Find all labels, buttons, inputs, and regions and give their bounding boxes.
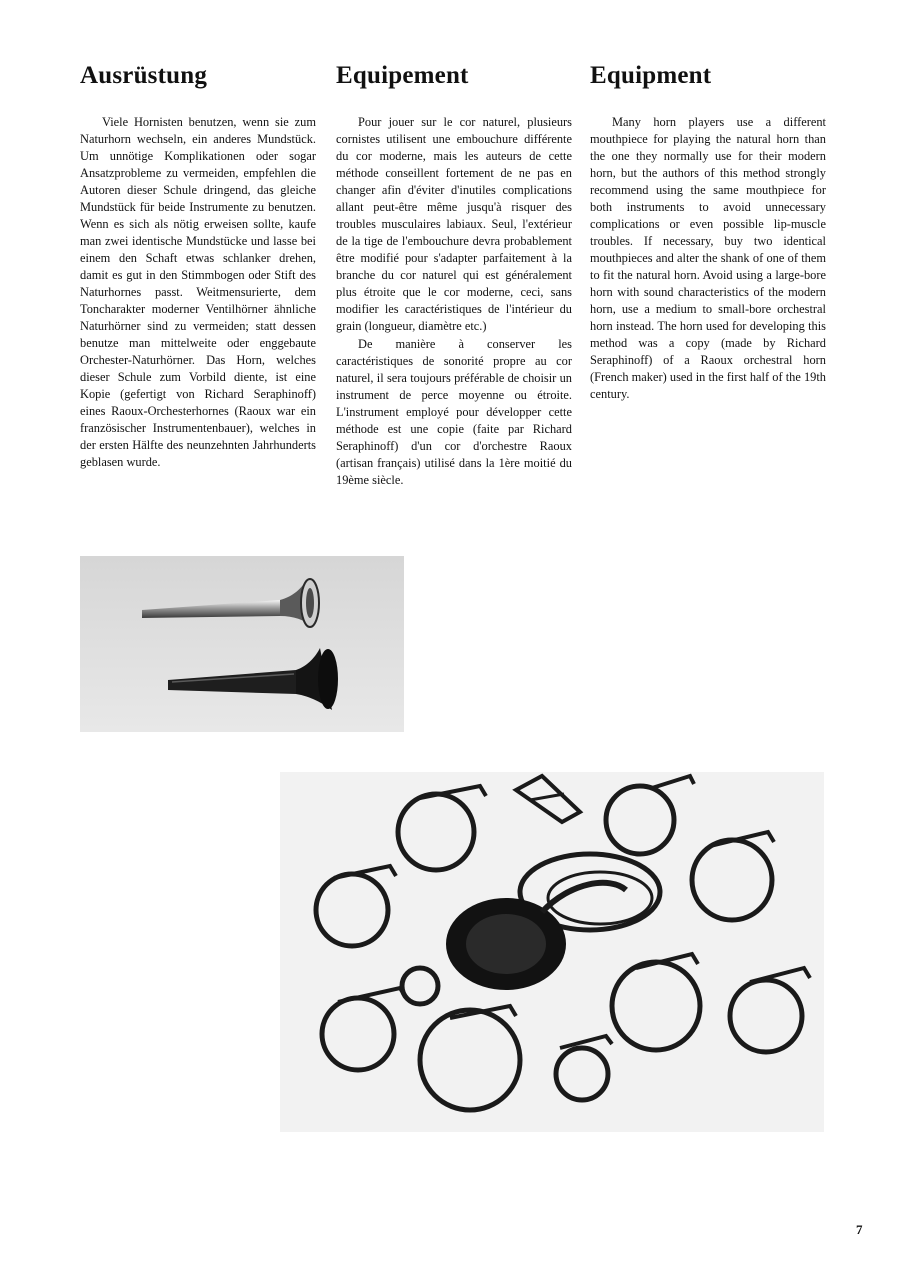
heading-german: Ausrüstung bbox=[80, 62, 208, 89]
paragraph-french-2: De manière à conserver les caractéristiques de sonorité propre au cor naturel, il sera toujours préférable de choisir un instrument de perce moyenne ou étroite. L'instrument employé pour développer cette méthode est une copie (faite par Richard Seraphinoff) d'un cor d'orchestre Raoux (artisan français) utilisé dans la 1ère moitié du 19ème siècle. bbox=[336, 337, 572, 487]
column-french bbox=[336, 62, 572, 489]
mouthpieces-photo bbox=[80, 556, 404, 732]
column-german bbox=[80, 62, 316, 471]
paragraph-french-1: Pour jouer sur le cor naturel, plusieurs cornistes utilisent une embouchure différente du cor moderne, mais les auteurs de cette méthode conseillent fortement de ne pas en changer afin d'éviter d'inutiles complications allant peut-être même jusqu'à risquer des troubles musculaires labiaux. Seul, l'extérieur de la tige de l'embouchure devra probablement être modifié pour s'adapter parfaitement à la branche du cor naturel qui est généralement plus étroite que le cor moderne, ceci, sans modifier les caractéristiques de l'intérieur du grain (longueur, diamètre etc.) bbox=[336, 115, 572, 333]
column-english bbox=[590, 62, 826, 403]
heading-english: Equipment bbox=[590, 62, 712, 89]
natural-horn-crooks-photo bbox=[280, 772, 824, 1132]
page-number: 7 bbox=[856, 1222, 863, 1237]
heading-french: Equipement bbox=[336, 62, 469, 89]
paragraph-english-1: Many horn players use a different mouthpiece for playing the natural horn than the one they normally use for their modern horn, but the authors of this method strongly recommend using the same mouthpiece for both instruments to avoid unnecessary complications or even possible lip-muscle troubles. If necessary, buy two identical mouthpieces and alter the shank of one of them to fit the natural horn. Avoid using a large-bore horn with sound characteristics of the modern horn, use a medium to small-bore orchestral horn instead. The horn used for developing this method was a copy (made by Richard Seraphinoff) of a Raoux orchestral horn (French maker) used in the first half of the 19th century. bbox=[590, 115, 826, 401]
paragraph-german-1: Viele Hornisten benutzen, wenn sie zum Naturhorn wechseln, ein anderes Mundstück. Um unnötige Komplikationen oder sogar Ansatzprobleme zu vermeiden, empfehlen die Autoren dieser Schule dringend, das gleiche Mundstück für beide Instrumente zu benutzen. Wenn es sich als nötig erweisen sollte, kaufe man zwei identische Mundstücke und lasse bei einem den Schaft etwas schlanker drehen, damit es gut in den Stimmbogen oder Stift des Naturhornes passt. Weitmensurierte, dem Toncharakter moderner Ventilhörner ähnliche Naturhörner sind zu vermeiden; statt dessen benutze man mittelweite oder enggebaute Orchester-Naturhörner. Das Horn, welches dieser Schule zum Vorbild diente, ist eine Kopie (gefertigt von Richard Seraphinoff) eines Raoux-Orchesterhornes (Raoux war ein französischer Instrumentenbauer), welches in der ersten Hälfte des neunzehnten Jahrhunderts geblasen wurde. bbox=[80, 115, 316, 469]
